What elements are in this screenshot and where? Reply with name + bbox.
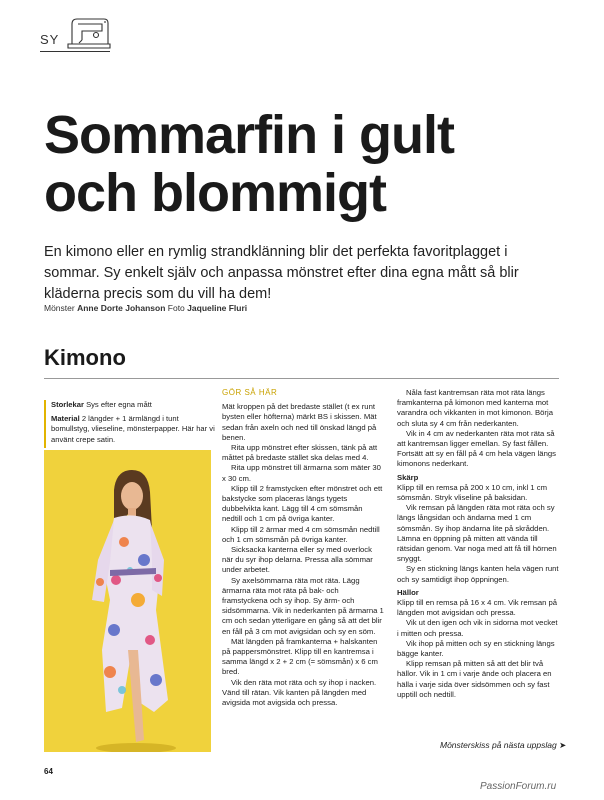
model-in-kimono-illustration <box>44 450 211 752</box>
sizes-line <box>51 400 217 411</box>
material-line <box>51 414 217 446</box>
skarp-subheading: Skärp <box>397 472 419 482</box>
instruction-paragraph: Klipp till 2 framstycken efter mönstret och ett bakstycke som placeras längs tygets dubbelvikta kant. Lägg till 4 cm sömsmån nedtill och 1 cm på övriga kanter. <box>222 483 383 524</box>
instruction-paragraph: Sicksacka kanterna eller sy med overlock när du syr ihop delarna. Pressa alla sömmar under arbetet. <box>222 545 373 575</box>
instruction-paragraph: Vik remsan på längden räta mot räta och sy längs långsidan och ändarna med 1 cm sömsmån. Sy ihop ändarna lite på skrådden. Lämna en öppning på mitten att vända till rätsidan genom. Var noga med att få till hörnen snyggt. <box>397 503 557 564</box>
credit-pattern-name: Anne Dorte Johanson <box>77 303 166 313</box>
instruction-paragraph: Mät kroppen på det bredaste stället (t ex runt bysten eller höfterna) märkt BS i skissen. Mät sedan från axeln och ned till önskad längd på benen. <box>222 402 377 442</box>
sewing-machine-icon <box>66 14 112 50</box>
hallor-subheading: Hällor <box>397 587 419 597</box>
arrow-right-icon: ➤ <box>559 740 567 750</box>
instructions-heading: GÖR SÅ HÄR <box>222 388 278 397</box>
instruction-paragraph: Klipp till en remsa på 16 x 4 cm. Vik remsan på längden mot avigsidan och pressa. <box>397 598 558 618</box>
credit-photo-label: Foto <box>167 303 185 313</box>
instruction-paragraph: Mät längden på framkanterna + halskanten på pappersmönstret. Klipp till en kantremsa i samma längd x 2 + 2 cm (= sömsmån) x 6 cm bred. <box>222 636 378 677</box>
article-title <box>44 106 564 222</box>
instruction-paragraph: Sy axelsömmarna räta mot räta. Lägg ärmarna räta mot räta på bak- och framstyckena och sy ihop. Sy ärm- och sidsömmarna. Vik in nederkanten på ärmarna 1 cm och sedan ytterligare en gång så att det blir en fåll på 3 cm mot avigsidan och sy en söm. <box>222 575 384 636</box>
instruction-paragraph: Klipp till en remsa på 200 x 10 cm, inkl 1 cm sömsmån. Stryk vliseline på baksidan. <box>397 482 547 503</box>
credit-photo-name: Jaqueline Fluri <box>187 303 248 313</box>
sizes-text: Sys efter egna mått <box>86 400 152 409</box>
model-photo <box>44 450 211 752</box>
material-text: 2 längder + 1 ärmlängd i tunt bomullstyg, vlieseline, mönsterpapper. Här har vi använt crepe satin. <box>51 413 215 444</box>
section-header <box>40 14 560 58</box>
instruction-paragraph: Nåla fast kantremsan räta mot räta längs framkanterna på kimonon med kanterna mot varandra och vikkanten in mot kimonon. Börja och sluta sy 4 cm från nederkanten. <box>397 388 553 428</box>
credit-pattern-label: Mönster <box>44 303 75 313</box>
section-title: Kimono <box>44 345 126 370</box>
material-label: Material <box>51 413 80 423</box>
title-line-1: Sommarfin i gult <box>44 105 455 165</box>
instruction-paragraph: Rita upp mönstret efter skissen, tänk på att måttet på bredaste stället ska delas med 4. <box>222 443 378 463</box>
instruction-paragraph: Vik den räta mot räta och sy ihop i nacken. Vänd till rätan. Vik kanten på längden med avigsida mot avigsida och pressa. <box>222 677 377 708</box>
instruction-paragraph: Klipp remsan på mitten så att det blir två hällor. Vik in 1 cm i varje ände och placera en hälla i varje sida över sidsömmen och sy fast upptill och nedtill. <box>397 659 552 699</box>
instruction-paragraph: Vik ut den igen och vik in sidorna mot vecket i mitten och pressa. <box>397 618 558 638</box>
instruction-paragraph: Vik in 4 cm av nederkanten räta mot räta så att kantremsan ligger emellan. Sy fast fållen. Fortsätt att sy en fåll på 4 cm hela vägen längs kimonons nederkant. <box>397 428 556 469</box>
header-rule <box>40 51 110 52</box>
sizes-label: Storlekar <box>51 400 84 409</box>
next-page-hint <box>440 740 566 751</box>
section-tag: SY <box>40 32 60 47</box>
section-rule <box>44 378 559 379</box>
instructions-column-1 <box>222 388 384 708</box>
instructions-column-2 <box>397 388 559 700</box>
instruction-paragraph: Rita upp mönstret till ärmarna som mäter 30 x 30 cm. <box>222 463 381 483</box>
materials-box <box>44 400 217 448</box>
instruction-paragraph: Sy en stickning längs kanten hela vägen runt och sy samtidigt ihop öppningen. <box>397 564 559 584</box>
title-line-2: och blommigt <box>44 163 386 223</box>
instruction-paragraph: Vik ihop på mitten och sy en stickning längs bägge kanter. <box>397 638 555 659</box>
article-credit <box>44 303 247 313</box>
article-lede: En kimono eller en rymlig strandklänning blir det perfekta favoritplagget i sommar. Sy enkelt själv och anpassa mönstret efter dina egna mått så blir kläderna precis som du vill ha dem! <box>44 244 519 302</box>
next-page-text: Mönsterskiss på nästa uppslag <box>440 740 557 750</box>
page-number: 64 <box>44 767 53 776</box>
instruction-paragraph: Klipp till 2 ärmar med 4 cm sömsmån nedtill och 1 cm sömsmån på övriga kanter. <box>222 524 380 544</box>
watermark: PassionForum.ru <box>480 781 557 792</box>
